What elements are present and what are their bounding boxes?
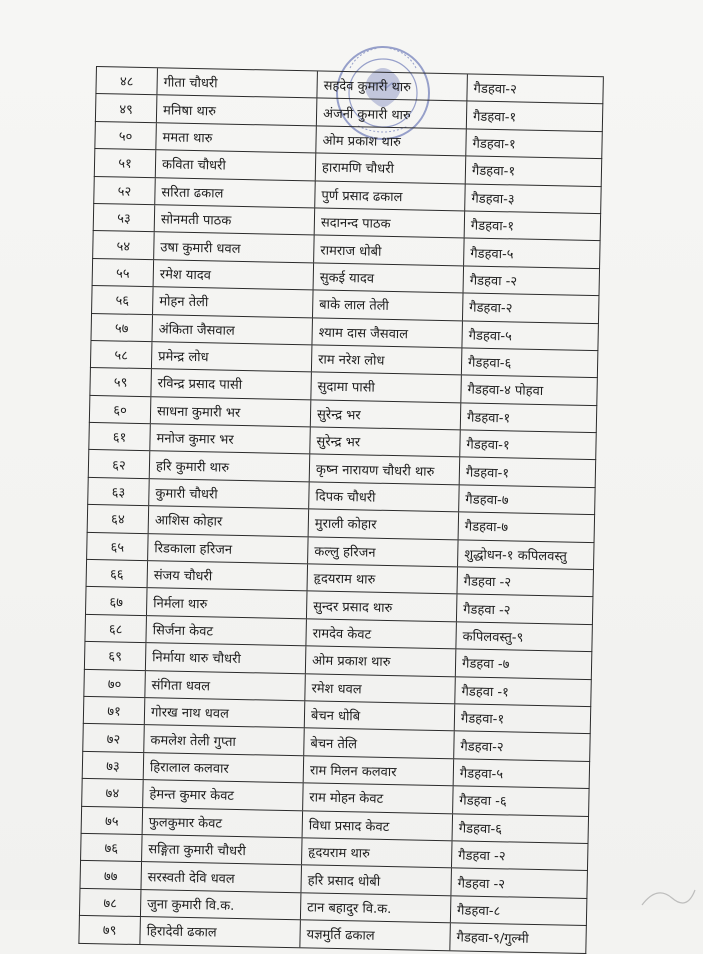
corner-scribble-icon	[637, 880, 697, 910]
participant-name: गोरख नाथ धवल	[145, 698, 305, 728]
participant-name: हिरादेवी ढकाल	[140, 917, 300, 947]
serial-number: ५६	[92, 286, 154, 314]
serial-number: ६०	[90, 396, 152, 424]
guardian-name: रामदेव केवट	[306, 619, 456, 648]
serial-number: ५०	[95, 122, 157, 150]
participant-name: निर्माया थारु चौधरी	[146, 643, 306, 673]
guardian-name: कल्लु हरिजन	[308, 537, 458, 566]
guardian-name: श्याम दास जैसवाल	[312, 318, 462, 347]
guardian-name: सहदेव कुमारी थारु	[317, 71, 467, 100]
guardian-name: हारामणि चौधरी	[316, 154, 466, 183]
guardian-name: ओम प्रकाश थारु	[316, 126, 466, 155]
guardian-name: बेचन तेलि	[304, 729, 454, 758]
guardian-name: राम मोहन केवट	[303, 783, 453, 812]
address: गैडहवा -२	[458, 848, 506, 865]
address: गैडहवा -१	[461, 684, 510, 701]
address: गैडहवा-३	[471, 191, 515, 208]
serial-number: ५९	[90, 368, 152, 396]
guardian-name: रमेश धवल	[305, 674, 455, 703]
participant-name: फुलकुमार केवट	[143, 808, 303, 838]
guardian-name: बेचन धोबि	[305, 701, 455, 730]
address: गैडहवा-२	[473, 81, 517, 98]
address: गैडहवा-१	[470, 218, 515, 235]
participant-name: हरि कुमारी थारु	[150, 452, 310, 482]
serial-number: ६३	[88, 478, 150, 506]
guardian-name: हृदयराम थारु	[302, 838, 452, 867]
serial-number: ५२	[94, 177, 156, 205]
guardian-name: रामराज धोबी	[314, 236, 464, 265]
serial-number: ७८	[80, 889, 142, 917]
participant-name: संगिता धवल	[145, 671, 305, 701]
serial-number: ६८	[85, 615, 147, 643]
address: गैडहवा-९/गुल्मी	[456, 930, 529, 948]
serial-number: ६९	[85, 642, 147, 670]
address: गैडहवा-५	[470, 246, 514, 262]
serial-number: ५१	[95, 149, 157, 177]
address: गैडहवा -२	[469, 273, 518, 290]
serial-number: ५३	[94, 204, 156, 232]
serial-number: ५५	[93, 259, 155, 287]
participant-name: आशिस कोहार	[149, 506, 309, 536]
serial-number: ७६	[81, 834, 143, 862]
address: गैडहवा -२	[463, 574, 512, 591]
participant-name: मनोज कुमार भर	[150, 424, 310, 454]
address: गैडहवा -७	[461, 656, 510, 673]
serial-number: ६४	[88, 505, 150, 533]
guardian-name: सुन्दर प्रसाद थारु	[307, 592, 457, 621]
guardian-name: ओम प्रकाश थारु	[306, 647, 456, 676]
serial-number: ५४	[93, 231, 155, 259]
participant-name: सङ्गिता कुमारी चौधरी	[142, 835, 302, 865]
address: गैडहवा -६	[459, 793, 507, 810]
address: गैडहवा -२	[463, 602, 511, 619]
participant-name: रिडकाला हरिजन	[148, 534, 308, 564]
address: गैडहवा-७	[464, 519, 509, 536]
participant-name: निर्मला थारु	[147, 589, 307, 619]
participant-name: गीता चौधरी	[157, 68, 317, 98]
address: कपिलवस्तु-९	[462, 629, 524, 646]
participant-name: हेमन्त कुमार केवट	[143, 780, 303, 810]
guardian-name: बाके लाल तेली	[313, 291, 463, 320]
guardian-name: राम नरेश लोध	[312, 345, 462, 374]
participant-name: रविन्द्र प्रसाद पासी	[151, 369, 311, 399]
serial-number: ६१	[89, 423, 151, 451]
guardian-name: हरि प्रसाद धोबी	[301, 866, 451, 895]
address: गैडहवा-१	[466, 437, 510, 454]
participant-name: मनिषा थारु	[157, 96, 317, 126]
guardian-name: विधा प्रसाद केवट	[303, 811, 453, 840]
serial-number: ६२	[89, 450, 151, 478]
guardian-name: यज्ञमुर्ति ढकाल	[300, 920, 450, 949]
guardian-name: अंजनी कुमारी थारु	[317, 99, 467, 128]
serial-number: ४८	[96, 67, 158, 95]
address: गैडहवा-७	[465, 492, 509, 509]
serial-number: ६६	[87, 560, 149, 588]
participant-name: कुमारी चौधरी	[149, 479, 309, 509]
serial-number: ७५	[82, 806, 144, 834]
participant-name: कविता चौधरी	[156, 150, 316, 180]
serial-number: ५८	[91, 341, 153, 369]
address: गैडहवा-६	[467, 355, 512, 372]
address: गैडहवा-१	[471, 163, 516, 180]
serial-number: ५७	[92, 313, 154, 341]
participant-name: संजय चौधरी	[148, 561, 308, 591]
participant-name: ममता थारु	[156, 123, 316, 153]
participant-name: सिर्जना केवट	[146, 616, 306, 646]
serial-number: ७४	[82, 779, 144, 807]
serial-number: ७२	[83, 724, 145, 752]
serial-number: ७९	[79, 916, 141, 944]
guardian-name: सुरेन्द्र भर	[311, 400, 461, 429]
participant-name: जुना कुमारी वि.क.	[141, 890, 301, 920]
address: गैडहवा-१	[465, 465, 510, 482]
address: गैडहवा-१	[460, 711, 505, 728]
participant-name: सरस्वती देवि धवल	[141, 862, 301, 892]
participant-name: हिरालाल कलवार	[144, 753, 304, 783]
guardian-name: सुरेन्द्र भर	[310, 427, 460, 456]
guardian-name: सदानन्द पाठक	[315, 208, 465, 237]
address: शुद्धोधन-१ कपिलवस्तु	[464, 547, 568, 565]
guardian-name: हृदयराम थारु	[308, 564, 458, 593]
guardian-name: सुकई यादव	[314, 263, 464, 292]
address: गैडहवा-२	[460, 739, 504, 755]
serial-number: ६५	[87, 533, 149, 561]
serial-number: ७७	[81, 861, 143, 889]
guardian-name: पुर्ण प्रसाद ढकाल	[315, 181, 465, 210]
guardian-name: कृष्न नारायण चौधरी थारु	[310, 455, 460, 484]
participant-name: उषा कुमारी धवल	[154, 233, 314, 263]
guardian-name: सुदामा पासी	[311, 373, 461, 402]
participant-name: सरिता ढकाल	[155, 178, 315, 208]
address: गैडहवा-५	[459, 766, 504, 783]
address: गैडहवा-१	[466, 410, 511, 427]
guardian-name: राम मिलन कलवार	[304, 756, 454, 785]
address: गैडहवा -२	[457, 875, 506, 892]
serial-number: ४९	[96, 94, 158, 122]
serial-number: ६७	[86, 587, 148, 615]
guardian-name: दिपक चौधरी	[309, 482, 459, 511]
participant-name: अंकिता जैसवाल	[152, 315, 312, 345]
participant-name: साधना कुमारी भर	[151, 397, 311, 427]
participant-name: मोहन तेली	[153, 287, 313, 317]
serial-number: ७०	[84, 669, 146, 697]
participant-table	[78, 66, 604, 954]
address: गैडहवा-८	[456, 903, 501, 920]
address: गैडहवा-१	[472, 109, 517, 126]
participant-name: कमलेश तेली गुप्ता	[144, 725, 304, 755]
address: गैडहवा-२	[469, 300, 513, 317]
address: गैडहवा-५	[468, 328, 513, 345]
participant-name: रमेश यादव	[154, 260, 314, 290]
address: गैडहवा-१	[472, 136, 516, 153]
address: गैडहवा-६	[458, 821, 503, 838]
participant-name: प्रमेन्द्र लोध	[152, 342, 312, 372]
address: गैडहवा-४ पोहवा	[467, 383, 544, 400]
participant-name: सोनमती पाठक	[155, 205, 315, 235]
guardian-name: मुराली कोहार	[309, 510, 459, 539]
guardian-name: टान बहादुर वि.क.	[301, 893, 451, 922]
serial-number: ७३	[83, 752, 145, 780]
serial-number: ७१	[84, 697, 146, 725]
